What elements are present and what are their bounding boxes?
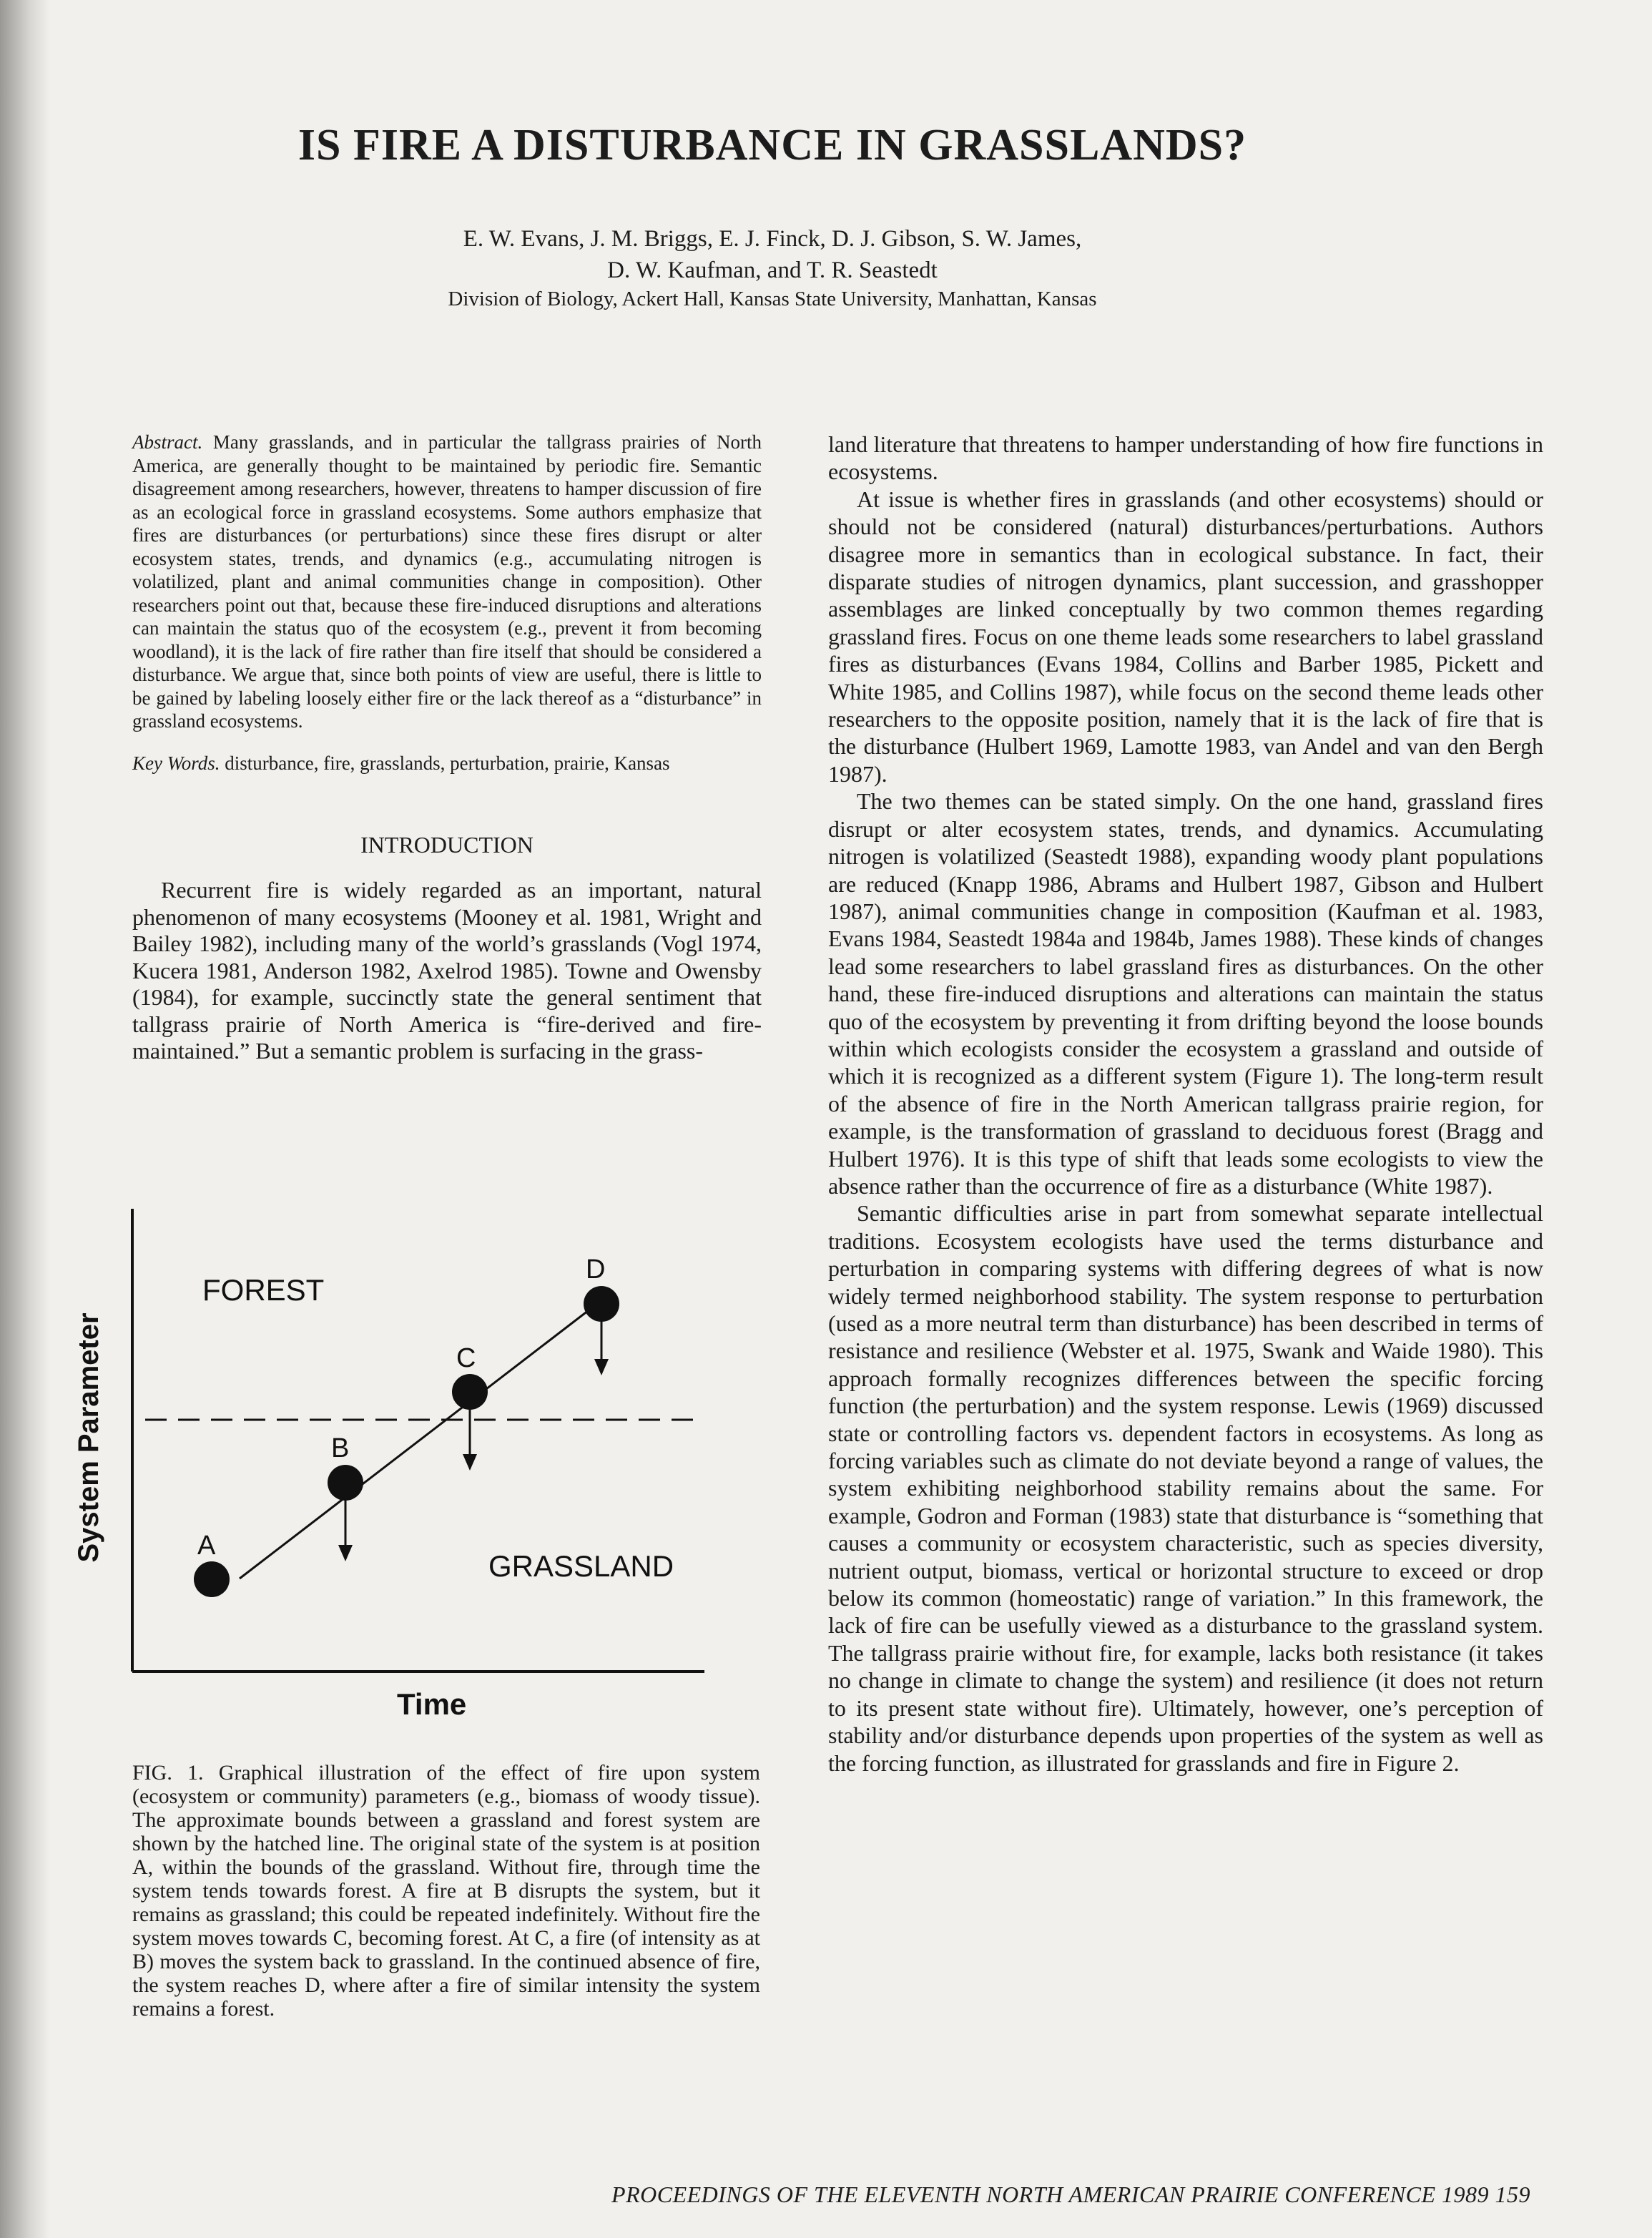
point-c-marker bbox=[452, 1374, 488, 1410]
point-c-label: C bbox=[456, 1343, 476, 1373]
left-column bbox=[132, 431, 762, 1065]
point-a-label: A bbox=[197, 1531, 216, 1561]
right-paragraph-3: The two themes can be stated simply. On the one hand, grassland fires disrupt or alter ecosystem states, trends, and dynamics. Accumulating nitrogen is volatilized (Seastedt 1988), expanding woody plant populations are reduced (Knapp 1986, Abrams and Hulbert 1987, Gibson and Hulbert 1987), animal communities change in composition (Kaufman et al. 1983, Evans 1984, Seastedt 1984a and 1984b, James 1988). These kinds of changes lead some researchers to label grassland fires as disturbances. On the other hand, these fire-induced disruptions and alterations can maintain the status quo of the ecosystem by preventing it from drifting beyond the loose bounds within which ecologists consider the ecosystem a grassland and outside of which it is recognized as a different system (Figure 1). The long-term result of the absence of fire in the North American tallgrass prairie region, for example, is the transformation of grassland to deciduous forest (Bragg and Hulbert 1976). It is this type of shift that leads some ecologists to view the absence rather than the occurrence of fire as a disturbance (White 1987). bbox=[828, 788, 1543, 1199]
page-footer: PROCEEDINGS OF THE ELEVENTH NORTH AMERICAN PRAIRIE CONFERENCE 1989 159 bbox=[611, 2181, 1530, 2207]
right-paragraph-1: land literature that threatens to hamper understanding of how fire functions in ecosystems. bbox=[828, 431, 1543, 485]
right-column bbox=[828, 431, 1543, 1777]
authors-line-2: D. W. Kaufman, and T. R. Seastedt bbox=[607, 257, 938, 283]
figure-1 bbox=[73, 1191, 747, 1742]
intro-paragraph: Recurrent fire is widely regarded as an important, natural phenomenon of many ecosystems (Mooney et al. 1981, Wright and Bailey 1982), including many of the world’s grasslands (Vogl 1974, Kucera 1981, Anderson 1982, Axelrod 1985). Towne and Owensby (1984), for example, succinctly state the general sentiment that tallgrass prairie of North America is “fire-derived and fire-maintained.” But a semantic problem is surfacing in the grass- bbox=[132, 877, 762, 1064]
point-d-marker bbox=[584, 1286, 619, 1322]
keywords bbox=[132, 752, 762, 775]
section-heading-introduction: INTRODUCTION bbox=[360, 832, 534, 858]
author-list bbox=[286, 223, 1259, 286]
right-paragraph-2: At issue is whether fires in grasslands (and other ecosystems) should or should not be considered (natural) disturbances/perturbations. Authors disagree more in semantics than in ecological substance. In fact, their disparate studies of nitrogen dynamics, plant succession, and grasshopper assemblages are linked conceptually by two common themes regarding grassland fires. Focus on one theme leads some researchers to label grassland fires as disturbances (Evans 1984, Collins and Barber 1985, Pickett and White 1985, and Collins 1987), while focus on the second theme leads other researchers to the opposite position, namely that it is the lack of fire that is the disturbance (Hulbert 1969, Lamotte 1983, van Andel and van den Bergh 1987). bbox=[828, 486, 1543, 787]
trajectory-line bbox=[240, 1301, 601, 1579]
right-paragraph-4: Semantic difficulties arise in part from somewhat separate intellectual traditions. Ecosystem ecologists have used the terms disturbance and perturbation in comparing systems with differing degrees of what is now widely termed neighborhood stability. The system response to perturbation (used as a more neutral term than disturbance) has been described in terms of resistance and resilience (Webster et al. 1975, Swank and Waide 1980). This approach formally recognizes differences between the specific forcing function (the perturbation) and the system response. Lewis (1969) discussed state or controlling factors vs. dependent factors in ecosystems. As long as forcing variables such as climate do not deviate beyond a range of values, the system exhibiting neighborhood stability remains about the same. For example, Godron and Forman (1983) state that disturbance is “something that causes a community or ecosystem characteristic, such as species diversity, nutrient output, biomass, vertical or horizontal structure to exceed or drop below its common (homeostatic) range of variation.” In this framework, the lack of fire can be usefully viewed as a disturbance to the grassland system. The tallgrass prairie without fire, for example, lacks both resistance (it takes no change in climate to change the system) and resilience (it does not return to its present state without fire). Ultimately, however, one’s perception of stability and/or disturbance depends upon properties of the system as well as the forcing function, as illustrated for grasslands and fire in Figure 2. bbox=[828, 1200, 1543, 1776]
abstract-label: Abstract. bbox=[132, 431, 203, 453]
forest-region-label: FOREST bbox=[202, 1273, 325, 1307]
keywords-label: Key Words. bbox=[132, 752, 220, 774]
point-d-label: D bbox=[586, 1255, 606, 1285]
grassland-region-label: GRASSLAND bbox=[488, 1549, 674, 1583]
keywords-text: disturbance, fire, grasslands, perturbation, prairie, Kansas bbox=[225, 752, 670, 774]
abstract-text: Many grasslands, and in particular the tallgrass prairies of North America, are generally thought to be maintained by periodic fire. Semantic disagreement among researchers, however, threatens to hamper discussion of fire as an ecological force in grassland ecosystems. Some authors emphasize that fires are disturbances (or perturbations) since these fires disrupt or alter ecosystem states, trends, and dynamics (e.g., accumulating nitrogen is volatilized, plant and animal communities change in composition). Other researchers point out that, because these fire-induced disruptions and alterations can maintain the status quo of the ecosystem (e.g., prevent it from becoming woodland), it is the lack of fire rather than fire itself that should be considered a disturbance. We argue that, since both points of view are useful, there is little to be gained by labeling loosely either fire or the lack thereof as a “disturbance” in grassland ecosystems. bbox=[132, 431, 762, 732]
point-b-label: B bbox=[331, 1433, 350, 1463]
point-a-marker bbox=[194, 1561, 230, 1597]
page-edge-shadow bbox=[0, 0, 50, 2238]
x-axis-label: Time bbox=[397, 1687, 467, 1721]
affiliation: Division of Biology, Ackert Hall, Kansas State University, Manhattan, Kansas bbox=[448, 288, 1097, 310]
article-title: IS FIRE A DISTURBANCE IN GRASSLANDS? bbox=[298, 121, 1247, 170]
authors-line-1: E. W. Evans, J. M. Briggs, E. J. Finck, D. J. Gibson, S. W. James, bbox=[463, 226, 1082, 252]
abstract bbox=[132, 431, 762, 733]
y-axis-label: System Parameter bbox=[73, 1312, 104, 1563]
point-b-marker bbox=[328, 1465, 363, 1501]
figure-1-caption: FIG. 1. Graphical illustration of the effect of fire upon system (ecosystem or community) parameters (e.g., biomass of woody tissue). The approximate bounds between a grassland and forest system are shown by the hatched line. The original state of the system is at position A, within the bounds of the grassland. Without fire, through time the system tends towards forest. A fire at B disrupts the system, but it remains as grassland; this could be repeated indefinitely. Without fire the system moves towards C, becoming forest. At C, a fire (of intensity as at B) moves the system back to grassland. In the continued absence of fire, the system reaches D, where after a fire of similar intensity the system remains a forest. bbox=[132, 1761, 760, 2021]
